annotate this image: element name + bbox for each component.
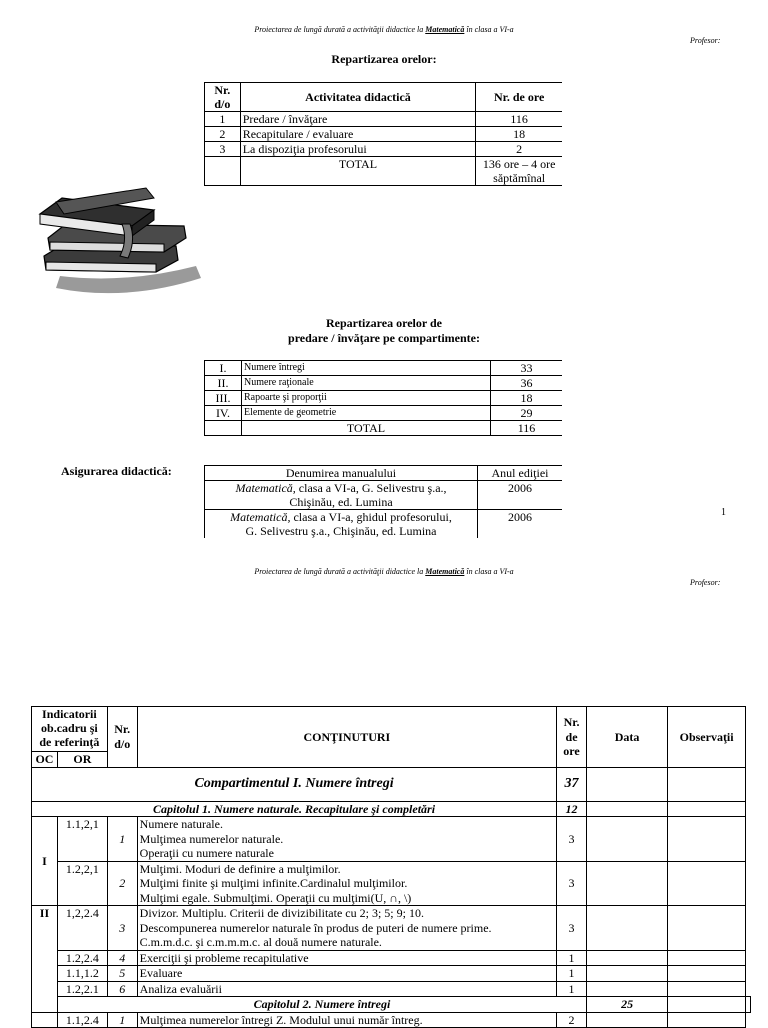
col-obs-header: Observaţii <box>668 707 746 768</box>
date-cell <box>586 767 667 801</box>
table-row <box>32 950 751 966</box>
profesor-label: Profesor: <box>690 36 721 45</box>
hours-cell: 1 <box>557 981 587 997</box>
compartments-title-2: predare / învăţare pe compartimente: <box>288 331 480 345</box>
content-cell: Mulţimea numerelor întregi Z. Modulul unui număr întreg. <box>137 1012 556 1028</box>
row-nr: 1 <box>205 112 241 127</box>
or-cell: 1.1,1.2 <box>57 966 107 982</box>
compartment-title: Compartimentul I. Numere întregi <box>32 767 557 801</box>
page1-header <box>0 25 768 34</box>
table-row <box>205 481 563 510</box>
header-subject: Matematică <box>425 567 465 576</box>
oc-cell: II <box>32 906 58 1013</box>
header-text: Proiectarea de lungă durată a activităţii didactice la <box>254 567 424 576</box>
total-label: TOTAL <box>242 421 491 436</box>
header-text: Proiectarea de lungă durată a activităţii didactice la <box>254 25 424 34</box>
row-nr: II. <box>205 376 242 391</box>
content-cell: Analiza evaluării <box>137 981 556 997</box>
header-subject: Matematică <box>425 25 465 34</box>
hours-cell: 1 <box>557 966 587 982</box>
row-hours: 18 <box>476 127 562 142</box>
oc-cell <box>32 1012 58 1028</box>
chapter-title: Capitolul 2. Numere întregi <box>57 997 586 1013</box>
total-value: 136 ore – 4 ore săptămînal <box>476 157 562 186</box>
row-hours: 116 <box>476 112 562 127</box>
nr-cell: 5 <box>107 966 137 982</box>
obs-cell <box>668 950 746 966</box>
total-label: TOTAL <box>240 157 476 186</box>
obs-cell <box>668 966 746 982</box>
obs-cell <box>668 906 746 951</box>
obs-cell <box>668 981 746 997</box>
content-cell <box>137 861 556 906</box>
col-activity-header: Activitatea didactică <box>240 83 476 112</box>
compartments-table <box>204 360 562 436</box>
chapter-title: Capitolul 1. Numere naturale. Recapitulare şi completări <box>32 801 557 817</box>
col-manual-header: Denumirea manualului <box>205 466 478 481</box>
content-line: Mulţimi finite şi mulţimi infinite.Cardinalul mulţimilor. <box>139 876 408 890</box>
compartments-title-1: Repartizarea orelor de <box>326 316 442 330</box>
or-cell: 1.1,2,1 <box>57 817 107 862</box>
obs-cell <box>668 1012 746 1028</box>
content-cell <box>137 906 556 951</box>
table-row <box>205 510 563 539</box>
date-cell <box>586 966 667 982</box>
row-activity: La dispoziţia profesorului <box>240 142 476 157</box>
or-cell: 1,2,2.4 <box>57 906 107 951</box>
col-indicators-header: Indicatorii ob.cadru şi de referinţă <box>32 707 108 752</box>
obs-cell <box>668 767 746 801</box>
or-cell: 1.1,2.4 <box>57 1012 107 1028</box>
row-hours: 29 <box>491 406 563 421</box>
row-name: Rapoarte şi proporţii <box>242 391 491 406</box>
manual-year: 2006 <box>478 481 563 510</box>
compartment-hours: 37 <box>557 767 587 801</box>
empty-cell <box>205 421 242 436</box>
row-activity: Predare / învăţare <box>240 112 476 127</box>
table-row <box>32 1012 751 1028</box>
header-text-end: în clasa a VI-a <box>466 25 514 34</box>
nr-cell: 4 <box>107 950 137 966</box>
or-cell: 1.2,2,1 <box>57 861 107 906</box>
manual-publisher: G. Selivestru ş.a., Chişinău, ed. Lumina <box>245 524 437 538</box>
manual-details: clasa a VI-a, G. Selivestru ş.a., <box>295 481 447 495</box>
oc-cell: I <box>32 817 58 906</box>
table-row <box>32 817 751 862</box>
total-row <box>205 421 563 436</box>
hours-cell: 3 <box>557 906 587 951</box>
table-row <box>32 981 751 997</box>
table-row <box>205 376 563 391</box>
empty-cell <box>205 157 241 186</box>
row-hours: 36 <box>491 376 563 391</box>
content-line: Divizor. Multiplu. Criterii de divizibilitate cu 2; 3; 5; 9; 10. <box>139 906 424 920</box>
date-cell <box>586 861 667 906</box>
row-name: Numere raţionale <box>242 376 491 391</box>
content-cell: Evaluare <box>137 966 556 982</box>
col-nr-header: Nr. d/o <box>205 83 241 112</box>
manual-publisher: Chişinău, ed. Lumina <box>289 495 393 509</box>
header-text-end: în clasa a VI-a <box>466 567 514 576</box>
manuals-table <box>204 465 562 538</box>
date-cell <box>668 997 746 1013</box>
col-content-header: CONŢINUTURI <box>137 707 556 768</box>
chapter-row <box>32 997 751 1013</box>
table-row <box>205 142 563 157</box>
assurance-label: Asigurarea didactică: <box>61 464 172 478</box>
content-cell <box>137 817 556 862</box>
chapter-row <box>32 801 751 817</box>
col-oc-header: OC <box>32 752 58 768</box>
total-value: 116 <box>491 421 563 436</box>
nr-cell: 6 <box>107 981 137 997</box>
col-hours-header: Nr. de ore <box>557 707 587 768</box>
content-line: Mulţimea numerelor naturale. <box>139 831 284 846</box>
col-year-header: Anul ediţiei <box>478 466 563 481</box>
obs-cell <box>746 997 751 1013</box>
manual-details: clasa a VI-a, ghidul profesorului, <box>290 510 452 524</box>
books-illustration <box>36 180 206 300</box>
obs-cell <box>668 861 746 906</box>
hours-cell: 3 <box>557 861 587 906</box>
row-activity: Recapitulare / evaluare <box>240 127 476 142</box>
hours-cell: 2 <box>557 1012 587 1028</box>
table-row <box>205 406 563 421</box>
nr-cell: 2 <box>107 861 137 906</box>
row-hours: 18 <box>491 391 563 406</box>
row-name: Numere întregi <box>242 361 491 376</box>
col-nr-header: Nr. d/o <box>107 707 137 768</box>
or-cell: 1.2,2.4 <box>57 950 107 966</box>
manual-cell <box>205 481 478 510</box>
content-line: C.m.m.d.c. şi c.m.m.m.c. al două numere naturale. <box>139 935 382 949</box>
content-cell: Exerciţii şi probleme recapitulative <box>137 950 556 966</box>
col-date-header: Data <box>586 707 667 768</box>
table-row <box>205 361 563 376</box>
manual-title: Matematică, <box>230 510 291 524</box>
nr-cell: 3 <box>107 906 137 951</box>
col-hours-header: Nr. de ore <box>476 83 562 112</box>
table-row <box>205 112 563 127</box>
obs-cell <box>668 801 746 817</box>
row-nr: 2 <box>205 127 241 142</box>
table-row <box>32 861 751 906</box>
content-line: Descompunerea numerelor naturale în produs de puteri de numere prime. <box>139 920 492 935</box>
table-row <box>205 127 563 142</box>
nr-cell: 1 <box>107 1012 137 1028</box>
date-cell <box>586 950 667 966</box>
col-or-header: OR <box>57 752 107 768</box>
content-line: Mulţimi egale. Submulţimi. Operaţii cu mulţimi(U, ∩, \) <box>139 890 412 905</box>
row-hours: 2 <box>476 142 562 157</box>
profesor-label: Profesor: <box>690 578 721 587</box>
plan-table <box>31 706 751 1028</box>
page2-header <box>0 567 768 576</box>
page-number: 1 <box>721 507 726 518</box>
total-row <box>205 157 563 186</box>
hours-table <box>204 82 562 186</box>
nr-cell: 1 <box>107 817 137 862</box>
date-cell <box>586 801 667 817</box>
table-row <box>205 391 563 406</box>
date-cell <box>586 1012 667 1028</box>
hours-cell: 1 <box>557 950 587 966</box>
chapter-hours: 25 <box>586 997 667 1013</box>
date-cell <box>586 817 667 862</box>
hours-title: Repartizarea orelor: <box>331 52 437 66</box>
row-nr: IV. <box>205 406 242 421</box>
row-nr: I. <box>205 361 242 376</box>
compartment-row <box>32 767 751 801</box>
row-nr: 3 <box>205 142 241 157</box>
content-line: Mulţimi. Moduri de definire a mulţimilor. <box>139 861 341 876</box>
row-name: Elemente de geometrie <box>242 406 491 421</box>
table-row <box>32 966 751 982</box>
manual-title: Matematică, <box>235 481 296 495</box>
hours-cell: 3 <box>557 817 587 862</box>
table-row <box>32 906 751 951</box>
row-hours: 33 <box>491 361 563 376</box>
content-line: Operaţii cu numere naturale <box>139 846 274 860</box>
chapter-hours: 12 <box>557 801 587 817</box>
date-cell <box>586 981 667 997</box>
row-nr: III. <box>205 391 242 406</box>
or-cell: 1.2,2.1 <box>57 981 107 997</box>
obs-cell <box>668 817 746 862</box>
date-cell <box>586 906 667 951</box>
content-line: Numere naturale. <box>139 817 223 831</box>
manual-year: 2006 <box>478 510 563 539</box>
manual-cell <box>205 510 478 539</box>
